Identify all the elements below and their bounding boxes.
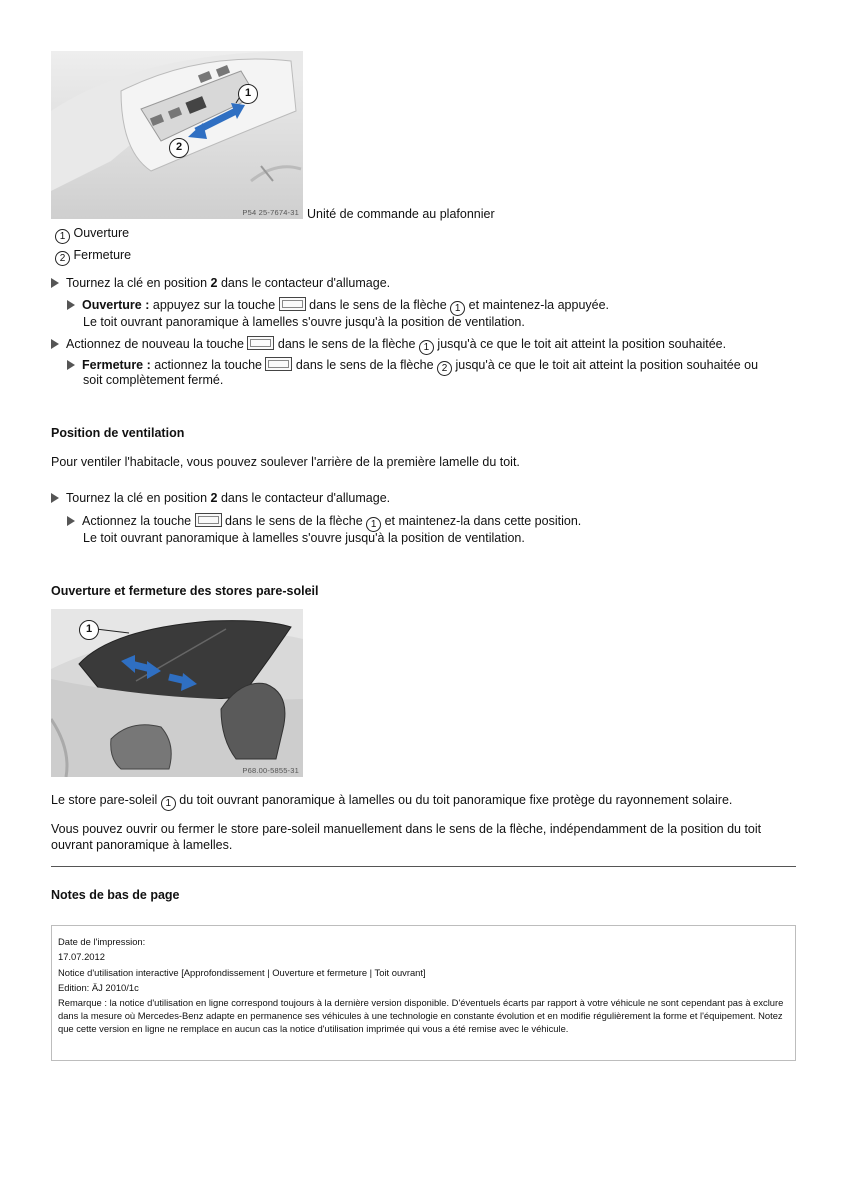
- heading-ventilation: Position de ventilation: [51, 426, 185, 440]
- print-date-label: Date de l'impression:: [58, 936, 146, 947]
- callout-1-icon: 1: [419, 340, 434, 355]
- legend-item-opening: [55, 226, 129, 244]
- callout-1-icon: 1: [161, 796, 176, 811]
- legend-label: Ouverture: [73, 226, 130, 240]
- step-press-again: Actionnez de nouveau la touche dans le sens de la flèche 1 jusqu'à ce que le toit ait atteint la position souhaitée.: [51, 336, 726, 355]
- legend-label: Fermeture: [73, 248, 132, 262]
- bullet-arrow-icon: [51, 339, 59, 349]
- figure1-caption: Unité de commande au plafonnier: [307, 207, 495, 221]
- sunblind-paragraph-1: Le store pare-soleil 1 du toit ouvrant panoramique à lamelles ou du toit panoramique fixe protège du rayonnement solaire.: [51, 793, 733, 809]
- heading-footnotes: Notes de bas de page: [51, 888, 180, 902]
- roof-key-icon: [247, 336, 274, 350]
- substep-opening-result: Le toit ouvrant panoramique à lamelles s'ouvre jusqu'à la position de ventilation.: [83, 315, 525, 329]
- figure1-callout-2: 2: [169, 138, 189, 158]
- heading-sunblinds: Ouverture et fermeture des stores pare-soleil: [51, 584, 319, 598]
- edition: Edition: ÄJ 2010/1c: [58, 982, 139, 994]
- vent-substep-result: Le toit ouvrant panoramique à lamelles s'ouvre jusqu'à la position de ventilation.: [83, 531, 525, 545]
- callout-1-icon: 1: [366, 517, 381, 532]
- print-info-box: [51, 925, 796, 1061]
- step-ignition: Tournez la clé en position 2 dans le contacteur d'allumage.: [51, 276, 390, 291]
- bullet-arrow-icon: [67, 300, 75, 310]
- ventilation-intro: Pour ventiler l'habitacle, vous pouvez soulever l'arrière de la première lamelle du toit.: [51, 455, 520, 469]
- callout-1-icon: 1: [450, 301, 465, 316]
- bullet-arrow-icon: [51, 493, 59, 503]
- sunblind-paragraph-2-line2: ouvrant panoramique à lamelles.: [51, 838, 233, 852]
- figure1-callout-1: 1: [238, 84, 258, 104]
- callout-1-icon: 1: [55, 229, 70, 244]
- bullet-arrow-icon: [51, 278, 59, 288]
- figure2-callout-1: 1: [79, 620, 99, 640]
- substep-closing: Fermeture : actionnez la touche dans le sens de la flèche 2 jusqu'à ce que le toit ait atteint la position souhaitée ou: [67, 357, 758, 376]
- substep-closing-line2: soit complètement fermé.: [83, 373, 224, 387]
- overhead-control-figure: [51, 51, 303, 219]
- roof-key-icon: [195, 513, 222, 527]
- notice-path: Notice d'utilisation interactive [Approfondissement | Ouverture et fermeture | Toit ouvrant]: [58, 966, 426, 978]
- section-divider: [51, 866, 796, 867]
- sunblind-figure: [51, 609, 303, 777]
- substep-opening: Ouverture : appuyez sur la touche dans le sens de la flèche 1 et maintenez-la appuyée.: [67, 297, 609, 316]
- legend-item-closing: [55, 248, 131, 266]
- overhead-control-illustration: [51, 51, 303, 219]
- figure2-code: P68.00-5855-31: [242, 766, 299, 775]
- sunblind-paragraph-2-line1: Vous pouvez ouvrir ou fermer le store pare-soleil manuellement dans le sens de la flèche, indépendamment de la position du toit: [51, 822, 762, 836]
- vent-step-ignition: Tournez la clé en position 2 dans le contacteur d'allumage.: [51, 491, 390, 506]
- callout-2-icon: 2: [437, 361, 452, 376]
- roof-key-icon: [265, 357, 292, 371]
- bullet-arrow-icon: [67, 360, 75, 370]
- print-date-value: 17.07.2012: [58, 951, 105, 963]
- callout-2-icon: 2: [55, 251, 70, 266]
- bullet-arrow-icon: [67, 516, 75, 526]
- figure1-code: P54 25-7674-31: [242, 208, 299, 217]
- remark: Remarque : la notice d'utilisation en ligne correspond toujours à la dernière version disponible. D'éventuels écarts par rapport à votre véhicule ne sont cependant pas à exclure dans la mesure où Mercedes-Benz adapte en permanence ses véhicules à une technologie en constante évolution et en modifie régulièrement la forme et l'équipement. Notez que cette version en ligne ne remplace en aucun cas la notice d'utilisation imprimée qui vous a été remise avec le véhicule.: [58, 996, 784, 1035]
- roof-key-icon: [279, 297, 306, 311]
- vent-substep: Actionnez la touche dans le sens de la flèche 1 et maintenez-la dans cette position.: [67, 513, 581, 532]
